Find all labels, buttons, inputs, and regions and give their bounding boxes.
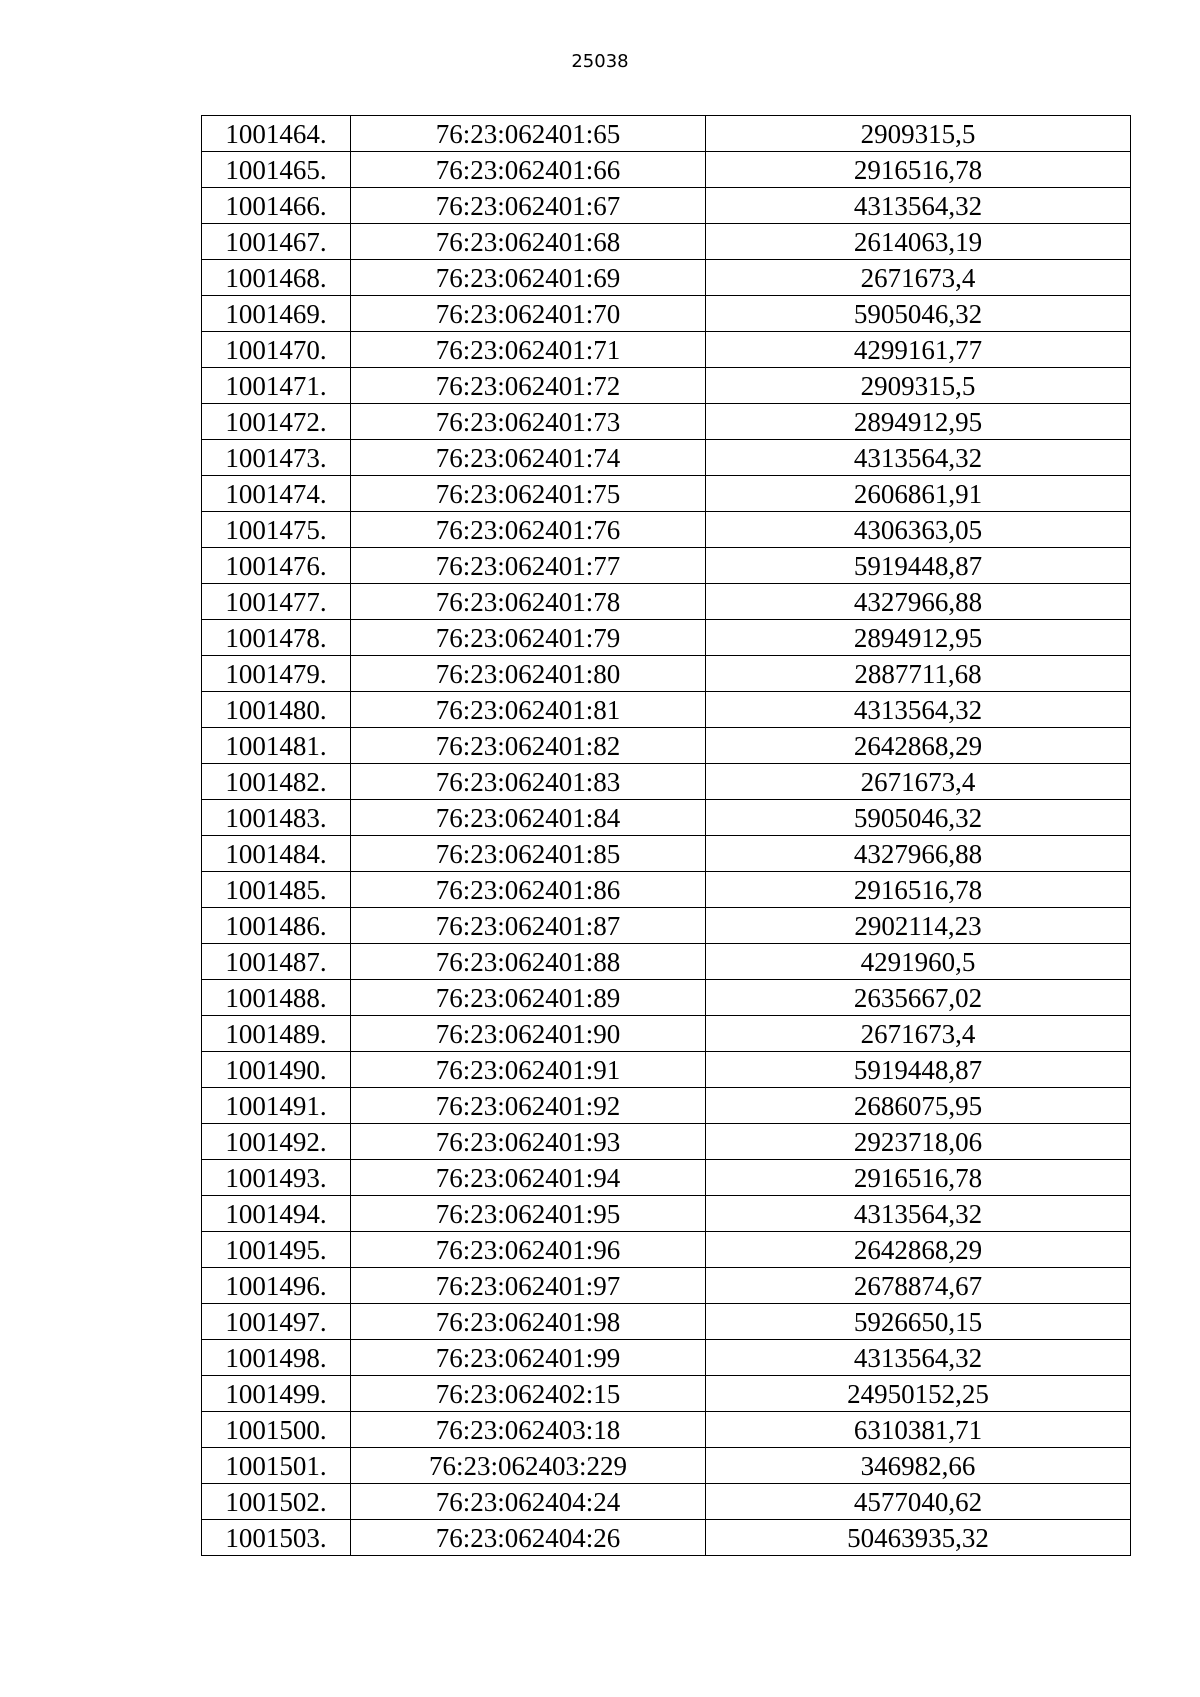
cadastral-number-cell: 76:23:062401:81: [351, 692, 706, 728]
cadastral-number-cell: 76:23:062401:94: [351, 1160, 706, 1196]
cadastral-number-cell: 76:23:062401:90: [351, 1016, 706, 1052]
cadastral-number-cell: 76:23:062401:79: [351, 620, 706, 656]
registry-table: [201, 115, 1131, 1556]
row-number-cell: 1001492.: [202, 1124, 351, 1160]
value-cell: 2671673,4: [706, 764, 1131, 800]
value-cell: 4327966,88: [706, 584, 1131, 620]
cadastral-number-cell: 76:23:062401:66: [351, 152, 706, 188]
row-number-cell: 1001479.: [202, 656, 351, 692]
value-cell: 4313564,32: [706, 440, 1131, 476]
value-cell: 2923718,06: [706, 1124, 1131, 1160]
table-row: [202, 584, 1131, 620]
value-cell: 4577040,62: [706, 1484, 1131, 1520]
cadastral-number-cell: 76:23:062401:96: [351, 1232, 706, 1268]
cadastral-number-cell: 76:23:062401:85: [351, 836, 706, 872]
cadastral-number-cell: 76:23:062401:76: [351, 512, 706, 548]
row-number-cell: 1001465.: [202, 152, 351, 188]
table-row: [202, 728, 1131, 764]
cadastral-number-cell: 76:23:062401:75: [351, 476, 706, 512]
cadastral-number-cell: 76:23:062401:77: [351, 548, 706, 584]
table-row: [202, 1268, 1131, 1304]
table-row: [202, 512, 1131, 548]
table-row: [202, 332, 1131, 368]
table-row: [202, 764, 1131, 800]
row-number-cell: 1001469.: [202, 296, 351, 332]
cadastral-number-cell: 76:23:062401:88: [351, 944, 706, 980]
value-cell: 4299161,77: [706, 332, 1131, 368]
row-number-cell: 1001498.: [202, 1340, 351, 1376]
cadastral-number-cell: 76:23:062401:93: [351, 1124, 706, 1160]
cadastral-number-cell: 76:23:062401:91: [351, 1052, 706, 1088]
row-number-cell: 1001502.: [202, 1484, 351, 1520]
cadastral-number-cell: 76:23:062402:15: [351, 1376, 706, 1412]
value-cell: 2887711,68: [706, 656, 1131, 692]
value-cell: 4313564,32: [706, 1196, 1131, 1232]
value-cell: 2686075,95: [706, 1088, 1131, 1124]
value-cell: 346982,66: [706, 1448, 1131, 1484]
value-cell: 2894912,95: [706, 404, 1131, 440]
table-row: [202, 1304, 1131, 1340]
row-number-cell: 1001493.: [202, 1160, 351, 1196]
row-number-cell: 1001474.: [202, 476, 351, 512]
table-row: [202, 1052, 1131, 1088]
value-cell: 2671673,4: [706, 260, 1131, 296]
table-row: [202, 296, 1131, 332]
cadastral-number-cell: 76:23:062401:71: [351, 332, 706, 368]
page-number: 25038: [571, 51, 629, 72]
table-row: [202, 1484, 1131, 1520]
row-number-cell: 1001500.: [202, 1412, 351, 1448]
row-number-cell: 1001496.: [202, 1268, 351, 1304]
cadastral-number-cell: 76:23:062403:18: [351, 1412, 706, 1448]
table-row: [202, 836, 1131, 872]
table-row: [202, 260, 1131, 296]
value-cell: 2614063,19: [706, 224, 1131, 260]
value-cell: 50463935,32: [706, 1520, 1131, 1556]
row-number-cell: 1001466.: [202, 188, 351, 224]
value-cell: 2606861,91: [706, 476, 1131, 512]
row-number-cell: 1001464.: [202, 116, 351, 152]
value-cell: 2909315,5: [706, 116, 1131, 152]
cadastral-number-cell: 76:23:062401:72: [351, 368, 706, 404]
row-number-cell: 1001485.: [202, 872, 351, 908]
row-number-cell: 1001490.: [202, 1052, 351, 1088]
value-cell: 2916516,78: [706, 152, 1131, 188]
table-row: [202, 1448, 1131, 1484]
cadastral-number-cell: 76:23:062401:95: [351, 1196, 706, 1232]
cadastral-number-cell: 76:23:062401:73: [351, 404, 706, 440]
row-number-cell: 1001495.: [202, 1232, 351, 1268]
table-row: [202, 440, 1131, 476]
cadastral-number-cell: 76:23:062401:80: [351, 656, 706, 692]
table-row: [202, 872, 1131, 908]
value-cell: 2916516,78: [706, 872, 1131, 908]
cadastral-number-cell: 76:23:062404:24: [351, 1484, 706, 1520]
table-row: [202, 224, 1131, 260]
row-number-cell: 1001478.: [202, 620, 351, 656]
row-number-cell: 1001483.: [202, 800, 351, 836]
row-number-cell: 1001487.: [202, 944, 351, 980]
table-row: [202, 1340, 1131, 1376]
row-number-cell: 1001489.: [202, 1016, 351, 1052]
row-number-cell: 1001503.: [202, 1520, 351, 1556]
cadastral-number-cell: 76:23:062401:67: [351, 188, 706, 224]
row-number-cell: 1001486.: [202, 908, 351, 944]
row-number-cell: 1001472.: [202, 404, 351, 440]
row-number-cell: 1001501.: [202, 1448, 351, 1484]
row-number-cell: 1001481.: [202, 728, 351, 764]
value-cell: 5926650,15: [706, 1304, 1131, 1340]
registry-table-body: [202, 116, 1131, 1556]
value-cell: 2894912,95: [706, 620, 1131, 656]
cadastral-number-cell: 76:23:062401:92: [351, 1088, 706, 1124]
cadastral-number-cell: 76:23:062401:70: [351, 296, 706, 332]
value-cell: 5919448,87: [706, 1052, 1131, 1088]
value-cell: 4313564,32: [706, 188, 1131, 224]
row-number-cell: 1001476.: [202, 548, 351, 584]
row-number-cell: 1001499.: [202, 1376, 351, 1412]
value-cell: 5905046,32: [706, 800, 1131, 836]
value-cell: 2909315,5: [706, 368, 1131, 404]
cadastral-number-cell: 76:23:062401:78: [351, 584, 706, 620]
value-cell: 4313564,32: [706, 1340, 1131, 1376]
value-cell: 2916516,78: [706, 1160, 1131, 1196]
table-row: [202, 1124, 1131, 1160]
value-cell: 5919448,87: [706, 548, 1131, 584]
table-row: [202, 116, 1131, 152]
value-cell: 2642868,29: [706, 1232, 1131, 1268]
row-number-cell: 1001484.: [202, 836, 351, 872]
row-number-cell: 1001468.: [202, 260, 351, 296]
value-cell: 5905046,32: [706, 296, 1131, 332]
value-cell: 4291960,5: [706, 944, 1131, 980]
value-cell: 6310381,71: [706, 1412, 1131, 1448]
row-number-cell: 1001480.: [202, 692, 351, 728]
value-cell: 2678874,67: [706, 1268, 1131, 1304]
cadastral-number-cell: 76:23:062401:98: [351, 1304, 706, 1340]
cadastral-number-cell: 76:23:062403:229: [351, 1448, 706, 1484]
row-number-cell: 1001475.: [202, 512, 351, 548]
table-row: [202, 1412, 1131, 1448]
table-row: [202, 188, 1131, 224]
value-cell: 2902114,23: [706, 908, 1131, 944]
table-row: [202, 620, 1131, 656]
cadastral-number-cell: 76:23:062401:84: [351, 800, 706, 836]
table-row: [202, 404, 1131, 440]
cadastral-number-cell: 76:23:062401:89: [351, 980, 706, 1016]
cadastral-number-cell: 76:23:062401:68: [351, 224, 706, 260]
table-row: [202, 944, 1131, 980]
table-row: [202, 1520, 1131, 1556]
cadastral-number-cell: 76:23:062401:97: [351, 1268, 706, 1304]
table-row: [202, 368, 1131, 404]
table-row: [202, 908, 1131, 944]
cadastral-number-cell: 76:23:062401:82: [351, 728, 706, 764]
table-row: [202, 800, 1131, 836]
table-row: [202, 692, 1131, 728]
table-row: [202, 476, 1131, 512]
row-number-cell: 1001491.: [202, 1088, 351, 1124]
value-cell: 24950152,25: [706, 1376, 1131, 1412]
row-number-cell: 1001471.: [202, 368, 351, 404]
table-row: [202, 656, 1131, 692]
table-row: [202, 1160, 1131, 1196]
cadastral-number-cell: 76:23:062401:86: [351, 872, 706, 908]
row-number-cell: 1001482.: [202, 764, 351, 800]
row-number-cell: 1001497.: [202, 1304, 351, 1340]
row-number-cell: 1001470.: [202, 332, 351, 368]
value-cell: 2642868,29: [706, 728, 1131, 764]
table-row: [202, 152, 1131, 188]
row-number-cell: 1001473.: [202, 440, 351, 476]
cadastral-number-cell: 76:23:062404:26: [351, 1520, 706, 1556]
cadastral-number-cell: 76:23:062401:65: [351, 116, 706, 152]
cadastral-number-cell: 76:23:062401:74: [351, 440, 706, 476]
value-cell: 4313564,32: [706, 692, 1131, 728]
value-cell: 2635667,02: [706, 980, 1131, 1016]
cadastral-number-cell: 76:23:062401:83: [351, 764, 706, 800]
row-number-cell: 1001494.: [202, 1196, 351, 1232]
value-cell: 4327966,88: [706, 836, 1131, 872]
table-row: [202, 980, 1131, 1016]
table-row: [202, 1088, 1131, 1124]
table-row: [202, 1016, 1131, 1052]
table-row: [202, 1376, 1131, 1412]
row-number-cell: 1001477.: [202, 584, 351, 620]
row-number-cell: 1001488.: [202, 980, 351, 1016]
value-cell: 2671673,4: [706, 1016, 1131, 1052]
cadastral-number-cell: 76:23:062401:99: [351, 1340, 706, 1376]
table-row: [202, 548, 1131, 584]
row-number-cell: 1001467.: [202, 224, 351, 260]
table-row: [202, 1196, 1131, 1232]
cadastral-number-cell: 76:23:062401:87: [351, 908, 706, 944]
cadastral-number-cell: 76:23:062401:69: [351, 260, 706, 296]
table-row: [202, 1232, 1131, 1268]
value-cell: 4306363,05: [706, 512, 1131, 548]
